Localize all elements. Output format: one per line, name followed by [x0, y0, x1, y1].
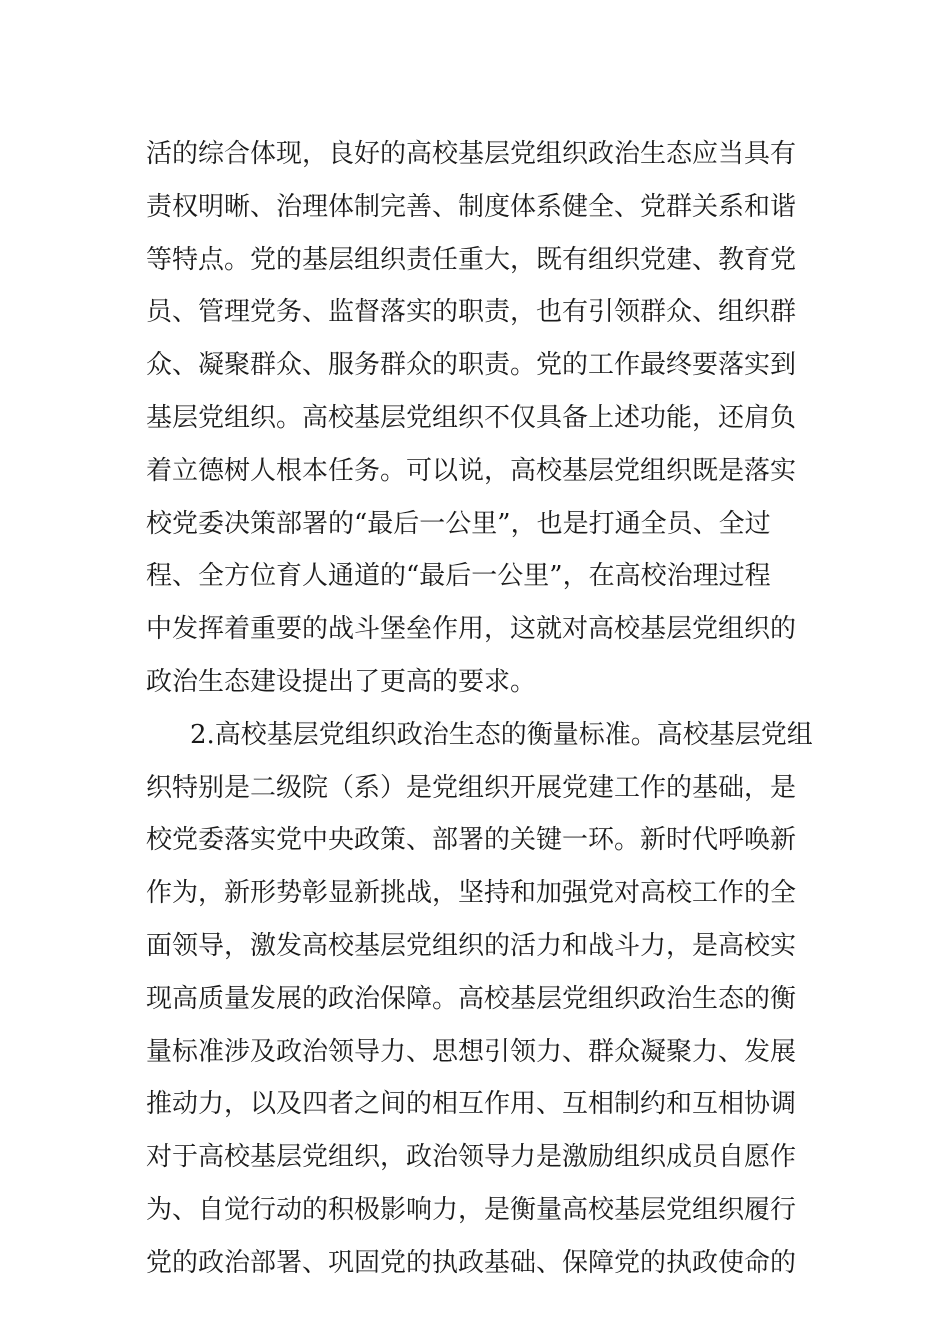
text-line: 中发挥着重要的战斗堡垒作用，这就对高校基层党组织的 — [146, 614, 797, 645]
text-line: 织特别是二级院（系）是党组织开展党建工作的基础，是 — [146, 772, 797, 803]
body-text — [146, 128, 826, 1290]
paragraph-1 — [146, 128, 826, 709]
text-line: 政治生态建设提出了更高的要求。 — [146, 666, 537, 697]
text-line: 程、全方位育人通道的“最后一公里”，在高校治理过程 — [146, 561, 771, 592]
text-line: 推动力，以及四者之间的相互作用、互相制约和互相协调 — [146, 1089, 797, 1120]
text-line: 校党委决策部署的“最后一公里”，也是打通全员、全过 — [146, 508, 771, 539]
text-line: 现高质量发展的政治保障。高校基层党组织政治生态的衡 — [146, 983, 797, 1014]
text-line: 党的政治部署、巩固党的执政基础、保障党的执政使命的 — [146, 1247, 797, 1278]
text-line: 面领导，激发高校基层党组织的活力和战斗力，是高校实 — [146, 930, 797, 961]
text-line: 量标准涉及政治领导力、思想引领力、群众凝聚力、发展 — [146, 1036, 797, 1067]
paragraph-2 — [146, 709, 826, 1290]
text-line: 着立德树人根本任务。可以说，高校基层党组织既是落实 — [146, 455, 797, 486]
text-line: 作为，新形势彰显新挑战，坚持和加强党对高校工作的全 — [146, 878, 797, 909]
text-line: 员、管理党务、监督落实的职责，也有引领群众、组织群 — [146, 297, 797, 328]
text-line: 等特点。党的基层组织责任重大，既有组织党建、教育党 — [146, 244, 797, 275]
text-line: 责权明晰、治理体制完善、制度体系健全、党群关系和谐 — [146, 191, 797, 222]
text-line: 活的综合体现，良好的高校基层党组织政治生态应当具有 — [146, 139, 797, 169]
text-line: 基层党组织。高校基层党组织不仅具备上述功能，还肩负 — [146, 402, 797, 433]
text-line: 众、凝聚群众、服务群众的职责。党的工作最终要落实到 — [146, 350, 797, 381]
text-line: 2.高校基层党组织政治生态的衡量标准。高校基层党组 — [190, 719, 813, 750]
text-line: 校党委落实党中央政策、部署的关键一环。新时代呼唤新 — [146, 825, 797, 856]
text-line: 对于高校基层党组织，政治领导力是激励组织成员自愿作 — [146, 1142, 797, 1173]
text-line: 为、自觉行动的积极影响力，是衡量高校基层党组织履行 — [146, 1194, 797, 1225]
